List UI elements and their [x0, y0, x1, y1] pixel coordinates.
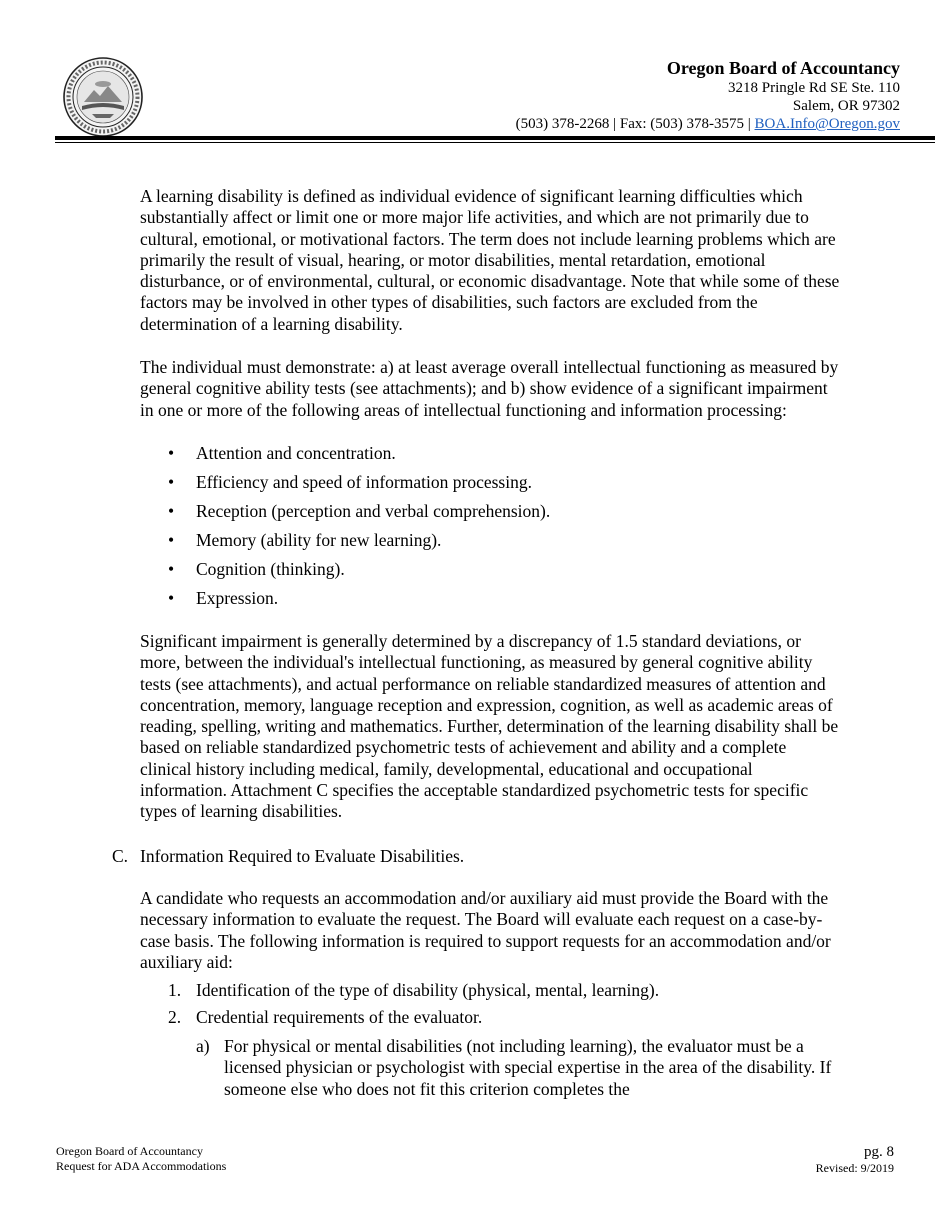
footer-right — [816, 1144, 894, 1176]
org-city: Salem, OR 97302 — [792, 98, 900, 114]
header-rule-thick — [55, 136, 935, 140]
section-c-title: Information Required to Evaluate Disabilities. — [140, 846, 465, 866]
sub-item-a — [196, 1036, 836, 1100]
footer-org: Oregon Board of Accountancy — [56, 1144, 203, 1158]
footer-doc-title: Request for ADA Accommodations — [56, 1159, 227, 1173]
list-item: • Memory (ability for new learning). — [168, 530, 442, 550]
revision-date: Revised: 9/2019 — [815, 1161, 894, 1175]
sub-item-label: a) — [196, 1036, 210, 1056]
header-rule-thin — [55, 142, 935, 143]
page-number: pg. 8 — [864, 1144, 894, 1160]
state-seal — [62, 56, 144, 138]
list-item: • Expression. — [168, 588, 279, 608]
sub-item-text: For physical or mental disabilities (not including learning), the evaluator must be a licensed physician or psychologist with special expertise in the area of the disability. If someone else who does not fit this criterion completes the — [224, 1036, 832, 1099]
paragraph-significant-impairment: Significant impairment is generally determined by a discrepancy of 1.5 standard deviations, or more, between the individual's intellectual functioning, as measured by general cognitive ability tests (see attachments), and actual performance on reliable standardized measures of attention and concentration, memory, language reception and expression, cognition, as well as academic areas of reading, spelling, writing and mathematics. Further, determination of the learning disability shall be based on reliable standardized psychometric tests of achievement and ability and a complete clinical history including medical, family, developmental, educational and occupational information. Attachment C specifies the acceptable standardized psychometric tests for specific types of learning disabilities. — [140, 631, 839, 822]
list-item: • Cognition (thinking). — [168, 559, 345, 579]
paragraph-individual-must: The individual must demonstrate: a) at least average overall intellectual functioning as measured by general cognitive ability tests (see attachments); and b) show evidence of a significant impairment in one or more of the following areas of intellectual functioning and information processing: — [140, 357, 839, 420]
phone-fax: (503) 378-2268 | Fax: (503) 378-3575 | — [515, 116, 755, 132]
email-link[interactable]: BOA.Info@Oregon.gov — [754, 116, 900, 132]
list-item: 1. Identification of the type of disability (physical, mental, learning). — [168, 980, 660, 1000]
list-item: • Efficiency and speed of information processing. — [168, 472, 532, 492]
required-info-list — [140, 980, 840, 1034]
org-name: Oregon Board of Accountancy — [666, 58, 900, 78]
org-contact — [516, 115, 900, 133]
letterhead — [516, 57, 900, 133]
section-c-label: C. — [112, 846, 129, 866]
paragraph-candidate-requests: A candidate who requests an accommodation and/or auxiliary aid must provide the Board with the necessary information to evaluate the request. The Board will evaluate each request on a case-by-case basis. The following information is required to support requests for an accommodation and/or auxiliary aid: — [140, 888, 831, 972]
list-item: 2. Credential requirements of the evaluator. — [168, 1007, 483, 1027]
paragraph-learning-disability: A learning disability is defined as individual evidence of significant learning difficulties which substantially affect or limit one or more major life activities, and which are not primarily due to cultural, emotional, or motivational factors. The term does not include learning problems which are primarily the result of visual, hearing, or motor disabilities, mental retardation, emotional disturbance, or of environmental, cultural, or economic disadvantage. Note that while some of these factors may be involved in other types of disabilities, such factors are excluded from the determination of a learning disability. — [140, 186, 840, 334]
impairment-areas-list — [140, 443, 840, 617]
list-item: • Reception (perception and verbal comprehension). — [168, 501, 551, 521]
org-address: 3218 Pringle Rd SE Ste. 110 — [728, 80, 900, 96]
footer-left — [56, 1144, 226, 1174]
list-item: • Attention and concentration. — [168, 443, 396, 463]
